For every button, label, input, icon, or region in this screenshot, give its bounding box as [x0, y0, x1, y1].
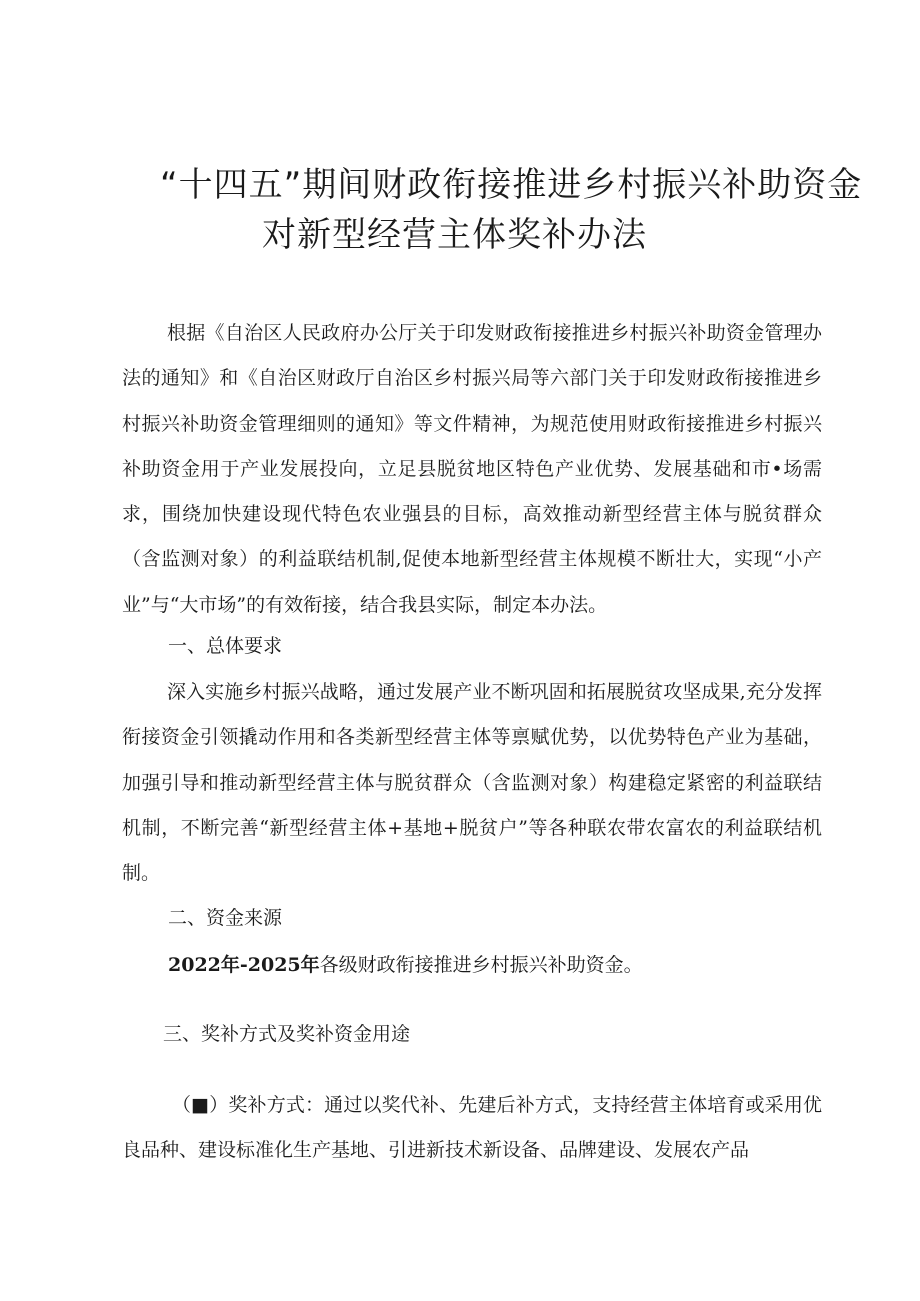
section-1-body: 深入实施乡村振兴战略，通过发展产业不断巩固和拓展脱贫攻坚成果,充分发挥衔接资金引领撬动作用和各类新型经营主体等禀赋优势，以优势特色产业为基础，加强引导和推动新型经营主体与脱贫群众（含监测对象）构建稳定紧密的利益联结机制，不断完善“新型经营主体+基地+脱贫户”等各种联农带农富农的利益联结机制。 [122, 681, 822, 885]
section-2-heading: 二、资金来源 [168, 907, 283, 929]
section-2-body [168, 943, 818, 988]
funding-source-text: 各级财政衔接推进乡村振兴补助资金。 [319, 954, 643, 976]
section-3-heading: 三、奖补方式及奖补资金用途 [163, 1023, 411, 1045]
section-3-item-1: （■）奖补方式：通过以奖代补、先建后补方式，支持经营主体培育或采用优良品种、建设标准化生产基地、引进新技术新设备、品牌建设、发展农产品 [122, 1094, 822, 1162]
section-1-heading: 一、总体要求 [168, 635, 283, 657]
intro-paragraph: 根据《自治区人民政府办公厅关于印发财政衔接推进乡村振兴补助资金管理办法的通知》和《自治区财政厅自治区乡村振兴局等六部门关于印发财政衔接推进乡村振兴补助资金管理细则的通知》等文件精神，为规范使用财政衔接推进乡村振兴补助资金用于产业发展投向，立足县脱贫地区特色产业优势、发展基础和市•场需求，围绕加快建设现代特色农业强县的目标，高效推动新型经营主体与脱贫群众（含监测对象）的利益联结机制,促使本地新型经营主体规模不断壮大，实现“小产业”与“大市场”的有效衔接，结合我县实际，制定本办法。 [122, 322, 822, 616]
document-title-line-1: “十四五”期间财政衔接推进乡村振兴补助资金 [160, 165, 863, 205]
document-title-line-2: 对新型经营主体奖补办法 [262, 215, 647, 255]
funding-years: 2022年-2025年 [168, 954, 320, 976]
